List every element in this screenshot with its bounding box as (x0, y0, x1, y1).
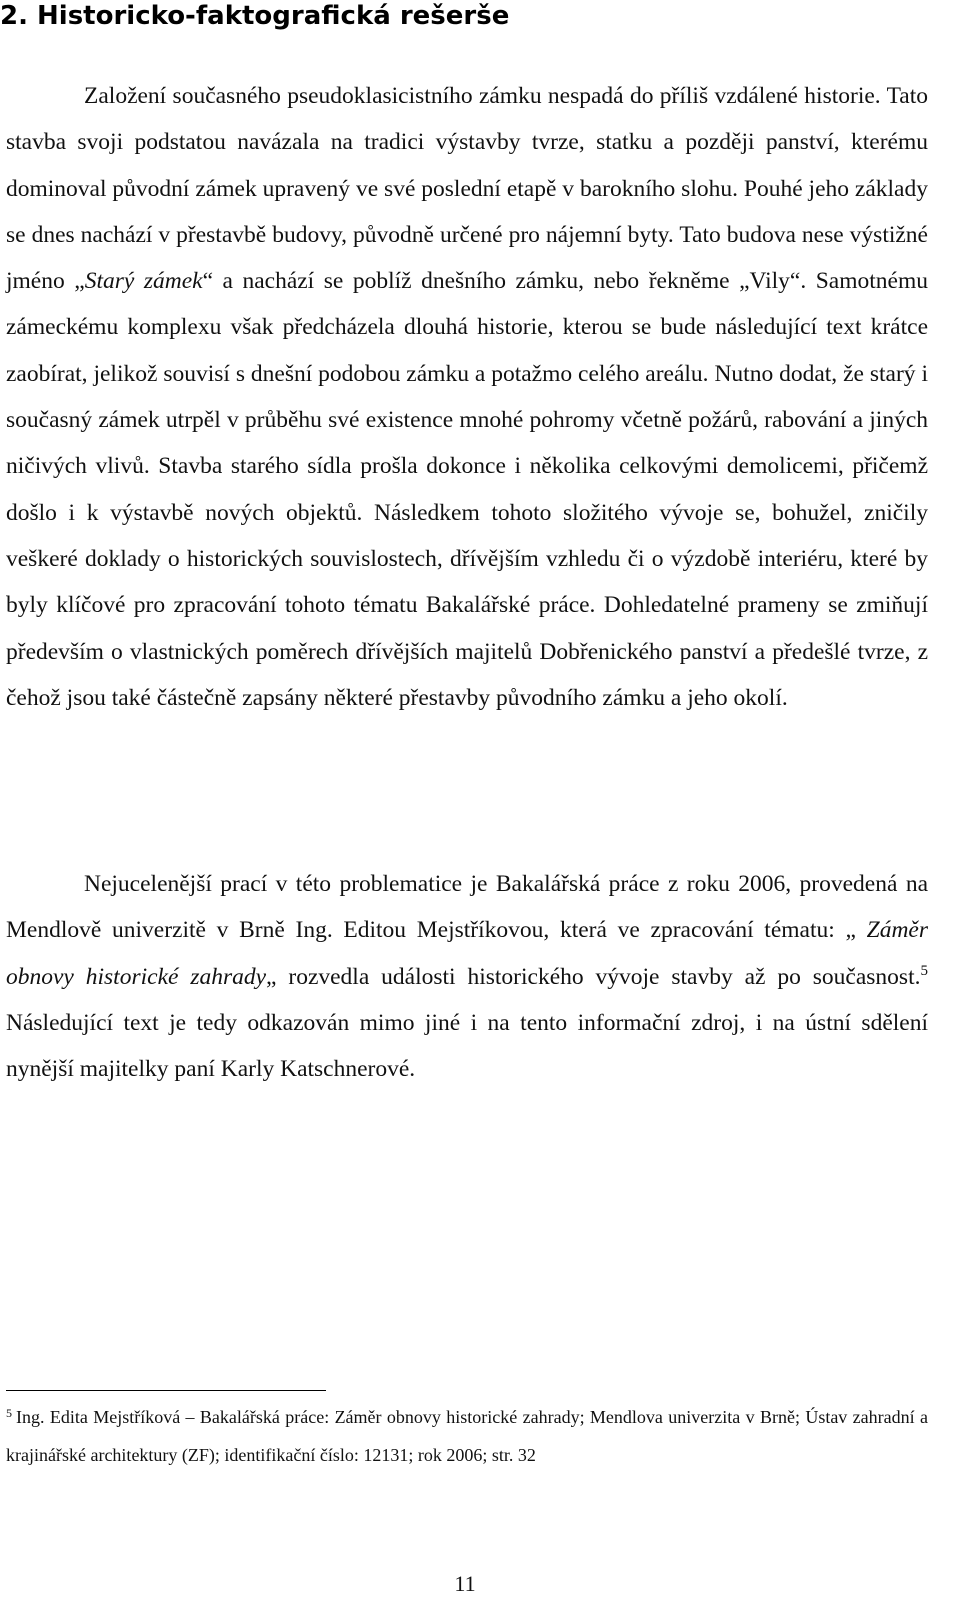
page-number: 11 (454, 1571, 476, 1596)
body-paragraph-1 (6, 73, 928, 721)
paragraph-text: „ rozvedla události historického vývoje stavby až po současnost. (266, 963, 921, 990)
footnote-separator (6, 1390, 326, 1391)
paragraph-text: Nejucelenější prací v této problematice je Bakalářská práce z roku 2006, provedená na Mendlově univerzitě v Brně Ing. Editou Mejstříkovou, která ve zpracování tématu: „ (6, 871, 928, 944)
footnote-text: Ing. Edita Mejstříková – Bakalářská práce: Záměr obnovy historické zahrady; Mendlova univerzita v Brně; Ústav zahradní a krajinářské architektury (ZF); identifikační číslo: 12131; rok 2006; str. 32 (6, 1407, 928, 1465)
section-heading: 2. Historicko-faktografická rešerše (0, 1, 510, 31)
italic-title: Starý zámek (84, 268, 203, 295)
paragraph-text: Následující text je tedy odkazován mimo jiné i na tento informační zdroj, i na ústní sdělení nynější majitelky paní Karly Katschnerové. (6, 1009, 928, 1083)
italic-title: Záměr obnovy historické zahrady (6, 917, 928, 990)
paragraph-text: Založení současného pseudoklasicistního zámku nespadá do příliš vzdálené historie. Tato stavba svoji podstatou navázala na tradici výstavby tvrze, statku a později panství, kterému dominoval původní zámek upravený ve své poslední etapě v barokního slohu. Pouhé jeho základy se dnes nachází v přestavbě budovy, původně určené pro nájemní byty. Tato budova nese výstižné jméno „ (6, 83, 928, 295)
footnote (6, 1398, 928, 1474)
footnote-marker: 5 (6, 1406, 12, 1420)
paragraph-text: “ a nachází se poblíž dnešního zámku, nebo řekněme „Vily“. Samotnému zámeckému komplexu však předcházela dlouhá historie, kterou se bude následující text krátce zaobírat, jelikož souvisí s dnešní podobou zámku a potažmo celého areálu. Nutno dodat, že starý i současný zámek utrpěl v průběhu své existence mnohé pohromy včetně požárů, rabování a jiných ničivých vlivů. Stavba starého sídla prošla dokonce i několika celkovými demolicemi, přičemž došlo i k výstavbě nových objektů. Následkem tohoto složitého vývoje se, bohužel, zničily veškeré doklady o historických souvislostech, dřívějším vzhledu či o výzdobě interiéru, které by byly klíčové pro zpracování tohoto tématu Bakalářské práce. Dohledatelné prameny se zmiňují především o vlastnických poměrech dřívějších majitelů Dobřenického panství a předešlé tvrze, z čehož jsou také částečně zapsány některé přestavby původního zámku a jeho okolí. (6, 268, 929, 711)
footnote-reference: 5 (920, 962, 928, 979)
body-paragraph-2 (6, 861, 928, 1092)
